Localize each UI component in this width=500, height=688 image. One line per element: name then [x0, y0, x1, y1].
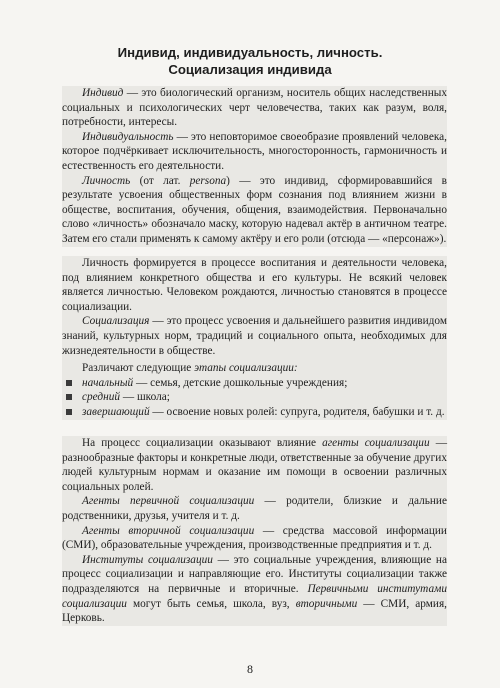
definitions-block	[62, 86, 447, 247]
individ-text: — это биологический организм, носитель общих наследственных социальных и психологических черт человечества, таких как разум, воля, потребности, интересы.	[62, 87, 447, 129]
page-number: 8	[247, 662, 253, 676]
institutes-text-2: могут быть семья, школа, вуз,	[126, 597, 296, 610]
agents-term: агенты социализации	[322, 437, 430, 449]
individualnost-paragraph	[62, 130, 447, 174]
lichnost-latin-word: persona	[189, 174, 227, 187]
agents-text: — разнообразные факторы и конкретные люди, ответственные за обучение других людей культурным нормам и оказание им помощи в освоении различных социальных ролей.	[62, 437, 447, 493]
stage-text: — семья, детские дошкольные учреждения;	[133, 376, 348, 389]
title-line-1: Индивид, индивидуальность, личность.	[117, 45, 383, 60]
agents-pre: На процесс социализации оказывают влияние	[82, 437, 323, 449]
stage-name: средний	[82, 391, 121, 404]
lichnost-latin-prefix: (от лат.	[130, 174, 190, 187]
agents-secondary-text: — средства массовой информации (СМИ), образовательные учреждения, производственные предприятия и т. д.	[62, 524, 447, 552]
stages-intro-em: этапы социализации:	[194, 362, 298, 375]
individualnost-text: — это неповторимое своеобразие проявлений человека, которое подчёркивает исключительность, многосторонность, гармоничность и естественность его деятельности.	[62, 130, 447, 172]
agents-primary-text: — родители, близкие и дальние родственники, друзья, учителя и т. д.	[62, 495, 447, 522]
page-title	[0, 44, 500, 78]
lichnost-text: ) — это индивид, сформировавшийся в результате усвоения общественных форм сознания под влиянием жизни в обществе, воспитания, обучения, общения, взаимодействия. Первоначально слово «личность» обозначало маску, которую надевал актёр в античном театре. Затем его стали применять к самому актёру и его роли (отсюда — «персонаж»).	[62, 174, 447, 245]
list-item	[62, 376, 447, 391]
stage-name: завершающий	[82, 405, 150, 418]
individualnost-term: Индивидуальность	[82, 130, 174, 143]
institutes-secondary-term: вторичными	[295, 597, 358, 610]
institutes-text-1: — это социальные учреждения, влияющие на процесс социализации и направляющие его. Институты социализации также подразделяются на первичные и вторичные.	[62, 553, 447, 595]
stage-text: — школа;	[120, 391, 170, 404]
socialization-block	[62, 256, 447, 420]
individ-term: Индивид	[82, 87, 124, 99]
title-line-2: Социализация индивида	[168, 62, 332, 77]
institutes-paragraph	[62, 553, 447, 626]
stages-intro-text: Различают следующие	[82, 362, 195, 375]
socializacia-term: Социализация	[82, 315, 150, 328]
institutes-primary-term: Первичными институтами социализации	[62, 582, 447, 610]
socializacia-paragraph	[62, 314, 447, 358]
lichnost-term: Личность	[82, 174, 131, 187]
institutes-term: Институты социализации	[82, 553, 213, 566]
lichnost-paragraph	[62, 174, 447, 247]
stage-name: начальный	[82, 376, 134, 389]
agents-primary-term: Агенты первичной социализации	[82, 495, 255, 508]
stage-text: — освоение новых ролей: супруга, родителя, бабушки и т. д.	[149, 405, 445, 418]
institutes-text-3: — СМИ, армия, Церковь.	[62, 597, 447, 625]
agents-primary-paragraph	[62, 494, 447, 523]
stages-list	[62, 376, 447, 420]
square-bullet-icon	[66, 409, 72, 415]
list-item	[62, 405, 447, 420]
lichnost-forming-paragraph: Личность формируется в процессе воспитания и деятельности человека, под влиянием конкретного общества и его культуры. Не всякий человек является личностью. Человеком рождаются, личностью становятся в процессе социализации.	[62, 257, 447, 313]
individ-paragraph	[62, 86, 447, 130]
square-bullet-icon	[66, 394, 72, 400]
stages-intro	[62, 361, 447, 376]
agents-secondary-paragraph	[62, 524, 447, 553]
square-bullet-icon	[66, 380, 72, 386]
list-item	[62, 390, 447, 405]
agents-secondary-term: Агенты вторичной социализации	[82, 524, 255, 537]
socializacia-text: — это процесс усвоения и дальнейшего развития индивидом знаний, культурных норм, традиций и социального опыта, необходимых для жизнедеятельности в обществе.	[62, 315, 447, 357]
agents-block	[62, 436, 447, 626]
agents-paragraph	[62, 436, 447, 494]
